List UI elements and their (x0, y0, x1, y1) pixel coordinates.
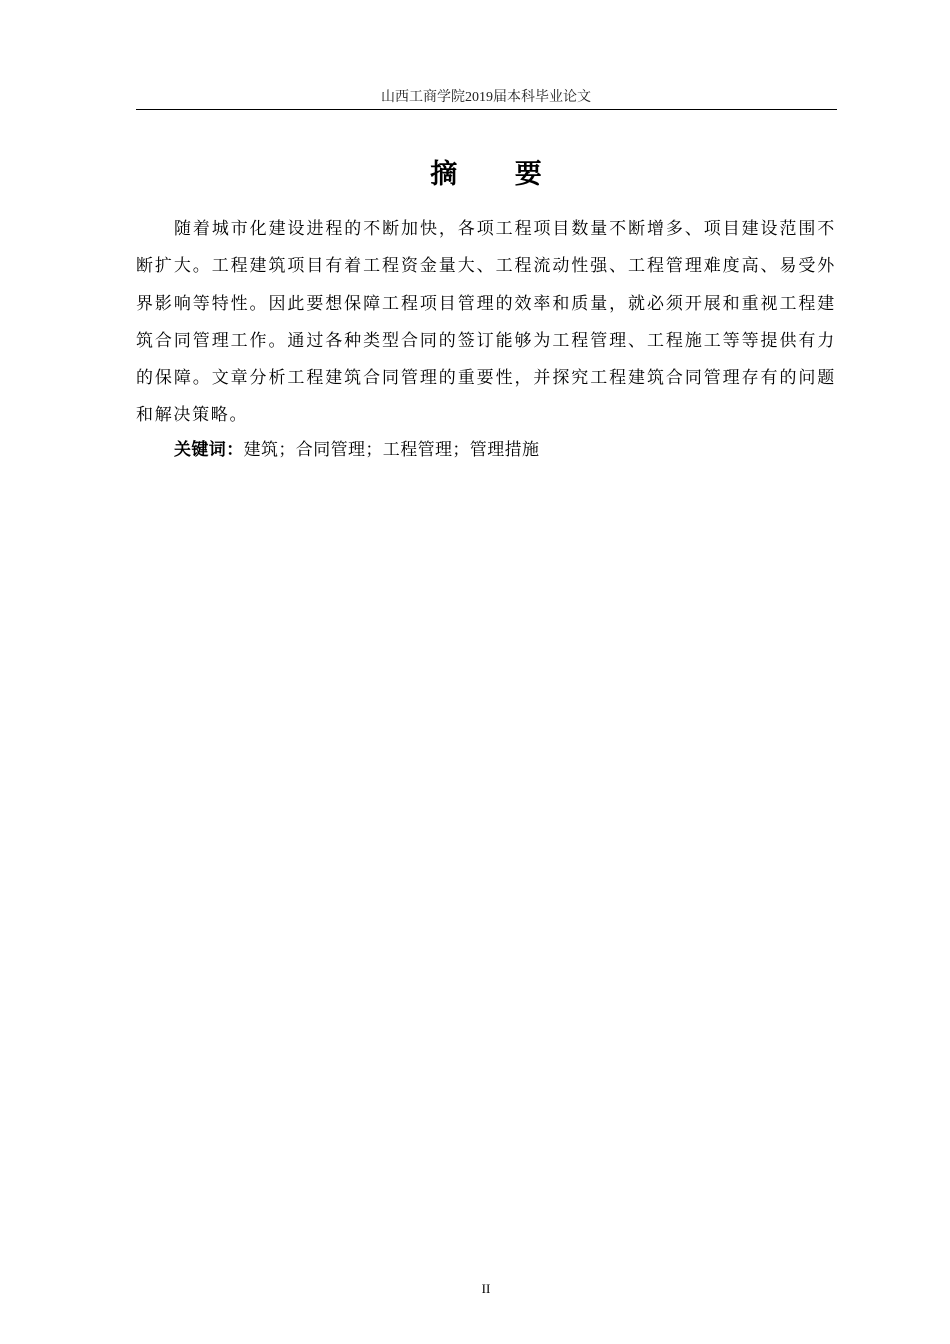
abstract-body: 随着城市化建设进程的不断加快，各项工程项目数量不断增多、项目建设范围不断扩大。工程建筑项目有着工程资金量大、工程流动性强、工程管理难度高、易受外界影响等特性。因此要想保障工程项目管理的效率和质量，就必须开展和重视工程建筑合同管理工作。通过各种类型合同的签订能够为工程管理、工程施工等等提供有力的保障。文章分析工程建筑合同管理的重要性，并探究工程建筑合同管理存有的问题和解决策略。 (136, 219, 836, 426)
running-header: 山西工商学院2019届本科毕业论文 (381, 90, 591, 105)
page-number: II (481, 1281, 491, 1296)
keywords-label: 关键词： (174, 440, 244, 460)
keywords-line (174, 432, 834, 469)
keywords-list: 建筑；合同管理；工程管理；管理措施 (243, 440, 540, 460)
abstract-title: 摘 要 (430, 159, 566, 190)
header-rule (136, 109, 837, 110)
